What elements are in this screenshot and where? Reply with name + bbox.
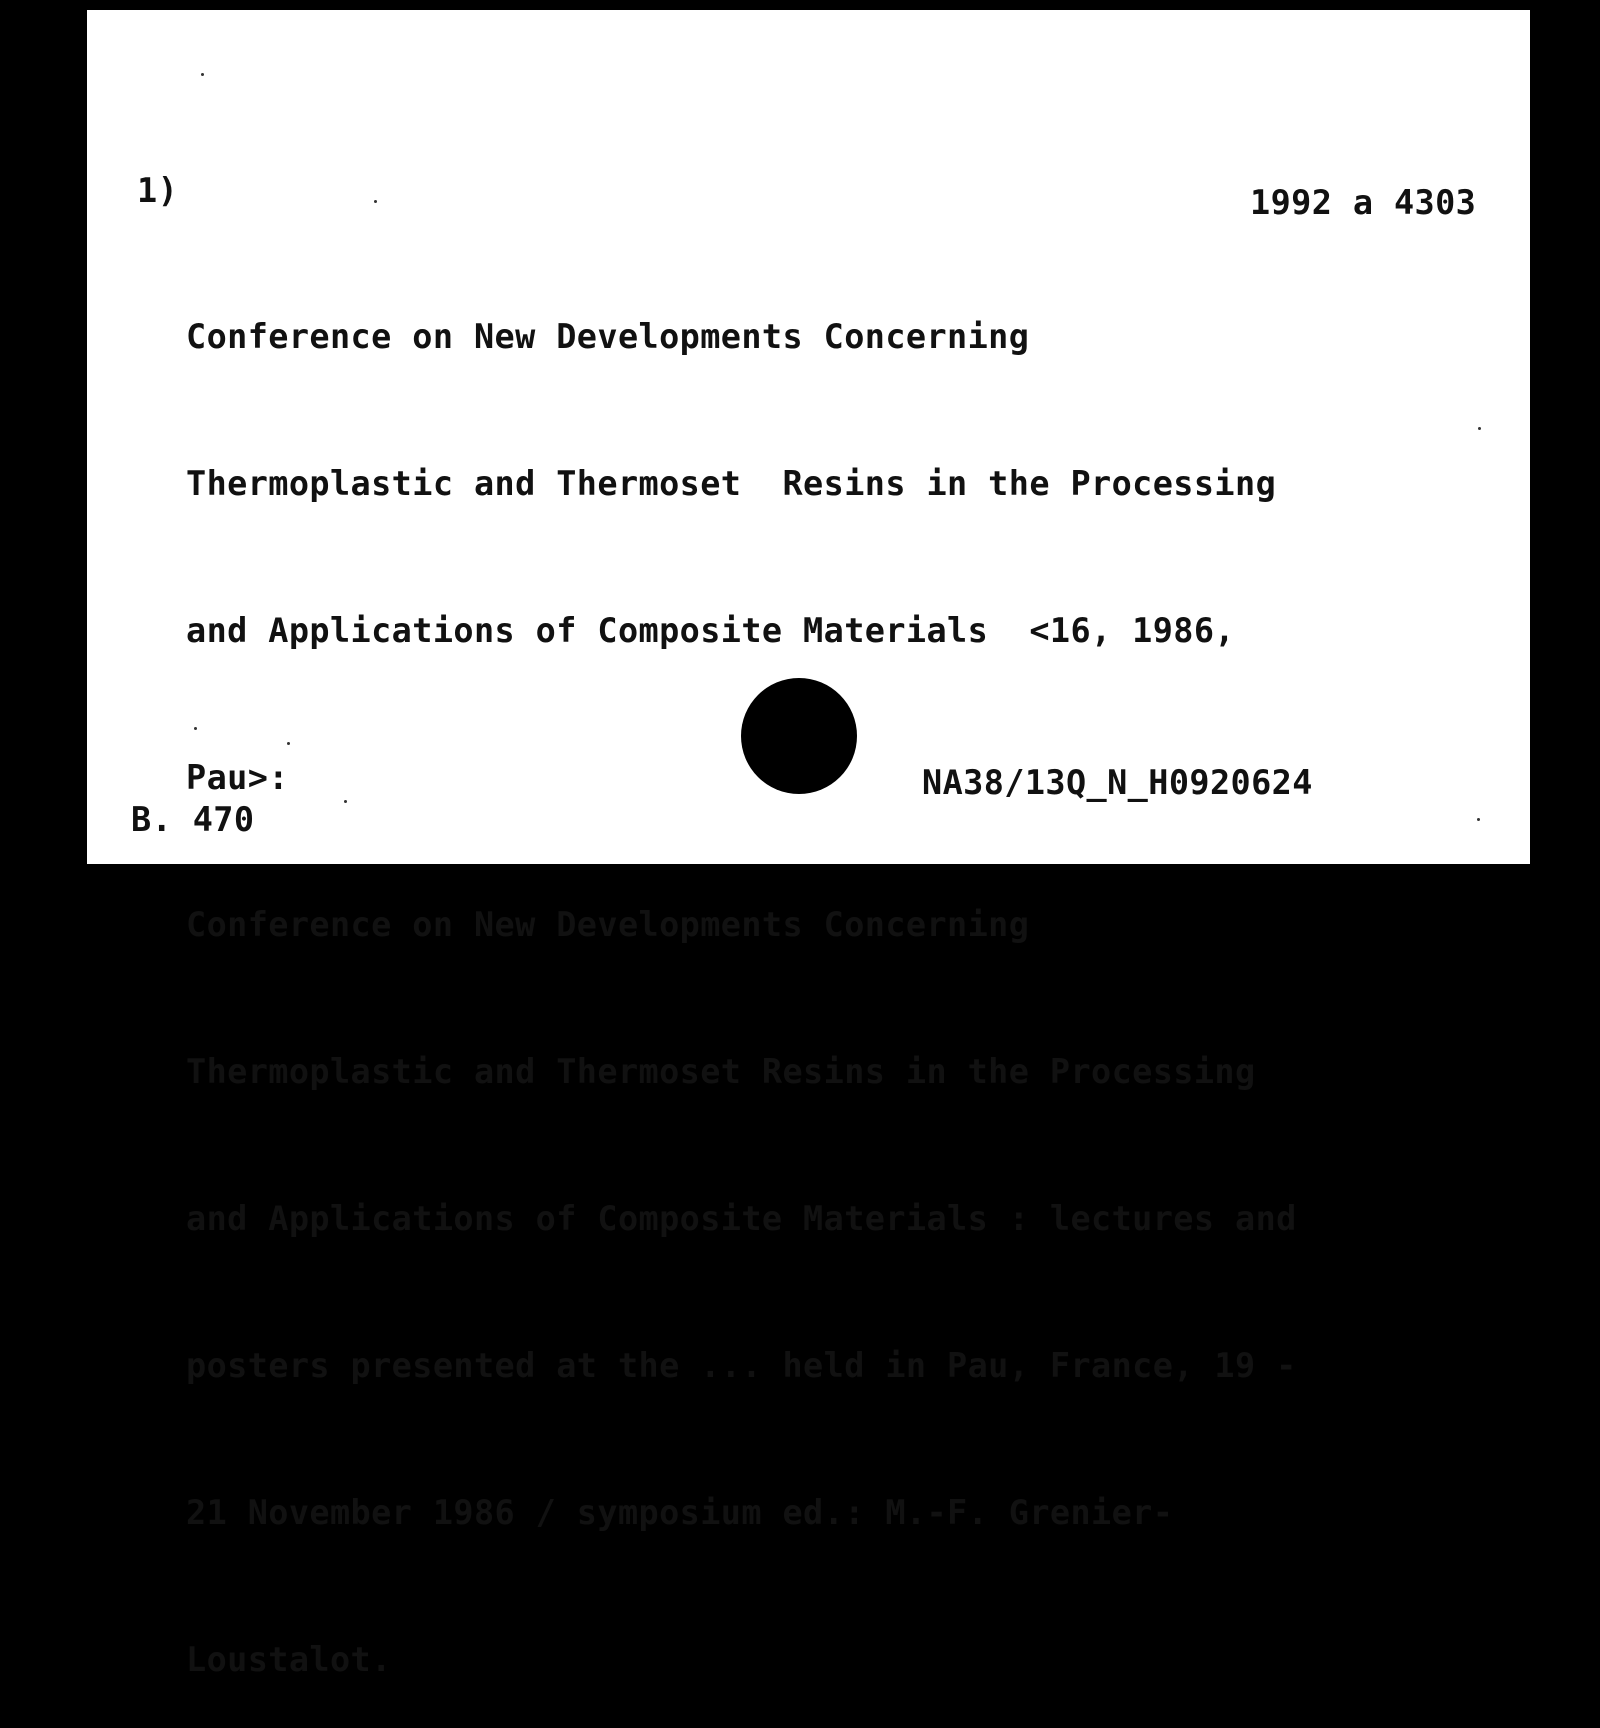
- shelf-mark: B. 470: [131, 800, 255, 839]
- punch-hole: [741, 678, 857, 794]
- heading-line-2: Thermoplastic and Thermoset Resins in the Processing: [186, 464, 1277, 503]
- scan-speck: [344, 800, 347, 803]
- catalog-id: NA38/13Q_N_H0920624: [922, 763, 1313, 802]
- scan-speck: [287, 742, 290, 745]
- scan-speck: [1477, 818, 1480, 821]
- title-line-4: posters presented at the ... held in Pau, France, 19 -: [186, 1346, 1297, 1385]
- scan-speck: [201, 73, 204, 76]
- heading-line-4: Pau>:: [186, 758, 289, 797]
- heading-line-1: Conference on New Developments Concerning: [186, 317, 1030, 356]
- scan-border: [1530, 0, 1600, 864]
- record-body: [186, 214, 1297, 1728]
- scan-speck: [374, 200, 377, 203]
- accession-number: 1992 a 4303: [1250, 183, 1477, 222]
- title-line-2: Thermoplastic and Thermoset Resins in the Processing: [186, 1052, 1256, 1091]
- title-line-6: Loustalot.: [186, 1640, 392, 1679]
- scan-speck: [1478, 427, 1481, 430]
- title-line-3: and Applications of Composite Materials : lectures and: [186, 1199, 1297, 1238]
- entry-number: 1): [137, 171, 179, 210]
- title-line-1: Conference on New Developments Concerning: [186, 905, 1030, 944]
- title-line-5: 21 November 1986 / symposium ed.: M.-F. Grenier-: [186, 1493, 1174, 1532]
- heading-line-3: and Applications of Composite Materials <16, 1986,: [186, 611, 1236, 650]
- scan-speck: [194, 727, 197, 730]
